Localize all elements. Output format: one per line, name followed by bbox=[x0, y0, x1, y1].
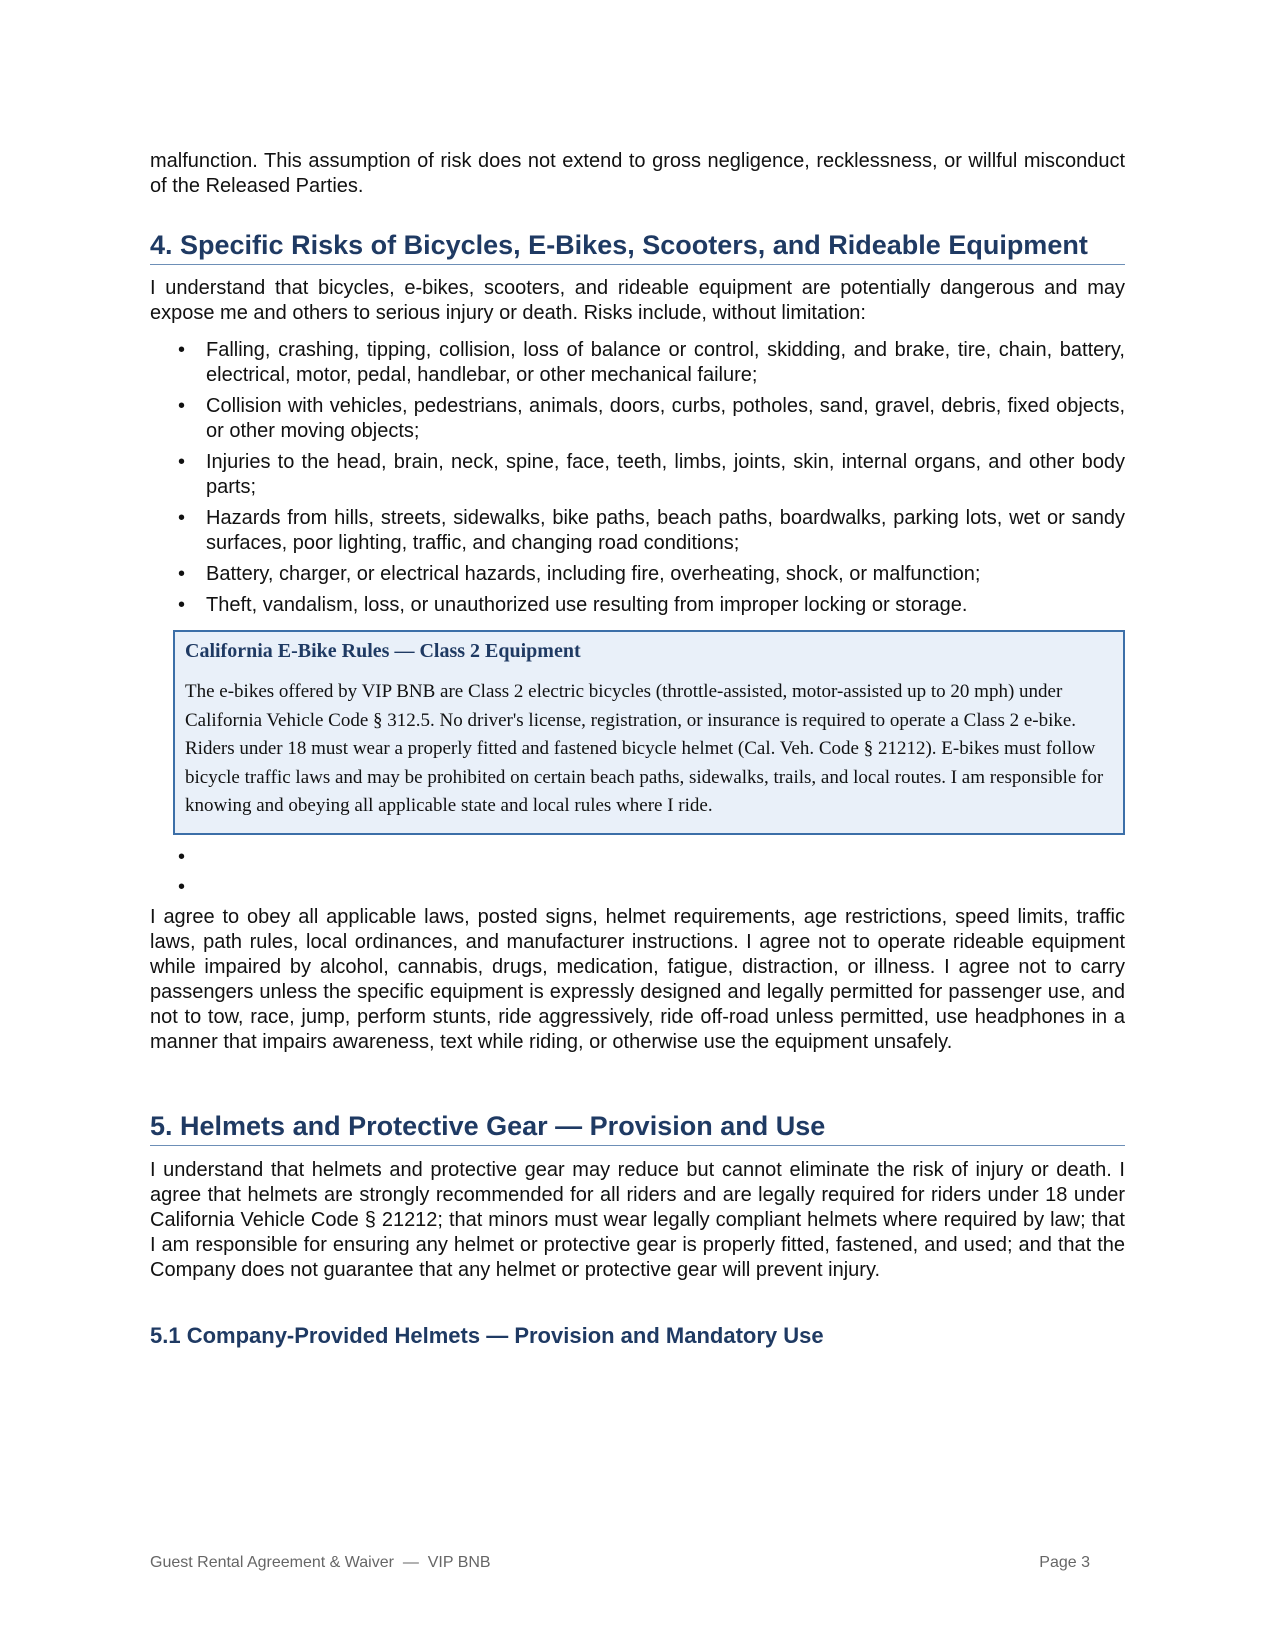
section-4-intro: I understand that bicycles, e-bikes, scooters, and rideable equipment are potentially dangerous and may expose me and others to serious injury or death. Risks include, without limitation: bbox=[150, 277, 1125, 324]
risk-text: Theft, vandalism, loss, or unauthorized use resulting from improper locking or storage. bbox=[206, 594, 968, 616]
risk-text: Battery, charger, or electrical hazards, including fire, overheating, shock, or malfunction; bbox=[206, 563, 981, 585]
risk-list bbox=[150, 338, 1125, 624]
empty-bullet-list bbox=[178, 842, 185, 902]
bullet-glyph: • bbox=[178, 594, 186, 616]
section-5-1-heading: 5.1 Company-Provided Helmets — Provision and Mandatory Use bbox=[150, 1323, 824, 1348]
risk-list-item bbox=[150, 450, 1125, 500]
risk-text: Falling, crashing, tipping, collision, loss of balance or control, skidding, and brake, tire, chain, battery, electrical, motor, pedal, handlebar, or other mechanical failure; bbox=[206, 339, 1125, 386]
footer-page-number: Page 3 bbox=[1039, 1554, 1090, 1571]
section-5-body: I understand that helmets and protective gear may reduce but cannot eliminate the risk of injury or death. I agree that helmets are strongly recommended for all riders and are legally required for riders under 18 under California Vehicle Code § 21212; that minors must wear legally compliant helmets where required by law; that I am responsible for ensuring any helmet or protective gear is properly fitted, fastened, and used; and that the Company does not guarantee that any helmet or protective gear will prevent injury. bbox=[150, 1159, 1125, 1281]
callout-title: California E-Bike Rules — Class 2 Equipment bbox=[185, 640, 581, 662]
risk-text: Hazards from hills, streets, sidewalks, bike paths, beach paths, boardwalks, parking lots, wet or sandy surfaces, poor lighting, traffic, and changing road conditions; bbox=[206, 507, 1125, 554]
risk-text: Collision with vehicles, pedestrians, animals, doors, curbs, potholes, sand, gravel, debris, fixed objects, or other moving objects; bbox=[206, 395, 1125, 442]
risk-text: Injuries to the head, brain, neck, spine, face, teeth, limbs, joints, skin, internal organs, and other body parts; bbox=[206, 451, 1125, 498]
section-4-heading: 4. Specific Risks of Bicycles, E-Bikes, Scooters, and Rideable Equipment bbox=[150, 230, 1125, 265]
footer-document-title: Guest Rental Agreement & Waiver — VIP BNB bbox=[150, 1554, 491, 1571]
section-5-heading: 5. Helmets and Protective Gear — Provision and Use bbox=[150, 1111, 1125, 1146]
risk-list-item bbox=[150, 562, 1125, 587]
ebike-rules-callout bbox=[173, 630, 1125, 835]
intro-paragraph: malfunction. This assumption of risk does not extend to gross negligence, recklessness, or willful misconduct of the Released Parties. bbox=[150, 150, 1125, 197]
bullet-glyph: • bbox=[178, 395, 186, 417]
bullet-glyph: • bbox=[178, 339, 186, 361]
risk-list-item bbox=[150, 593, 1125, 618]
empty-bullet: • bbox=[178, 876, 186, 898]
bullet-glyph: • bbox=[178, 507, 186, 529]
risk-list-item bbox=[150, 394, 1125, 444]
bullet-glyph: • bbox=[178, 563, 186, 585]
callout-body: The e-bikes offered by VIP BNB are Class 2 electric bicycles (throttle-assisted, motor-assisted up to 20 mph) under California Vehicle Code § 312.5. No driver's license, registration, or insurance is required to operate a Class 2 e-bike. Riders under 18 must wear a properly fitted and fastened bicycle helmet (Cal. Veh. Code § 21212). E-bikes must follow bicycle traffic laws and may be prohibited on certain beach paths, sidewalks, trails, and local routes. I am responsible for knowing and obeying all applicable state and local rules where I ride. bbox=[185, 681, 1104, 816]
risk-list-item bbox=[150, 506, 1125, 556]
section-4-obligations: I agree to obey all applicable laws, posted signs, helmet requirements, age restrictions, speed limits, traffic laws, path rules, local ordinances, and manufacturer instructions. I agree not to operate rideable equipment while impaired by alcohol, cannabis, drugs, medication, fatigue, distraction, or illness. I agree not to carry passengers unless the specific equipment is expressly designed and legally permitted for passenger use, and not to tow, race, jump, perform stunts, ride aggressively, ride off-road unless permitted, use headphones in a manner that impairs awareness, text while riding, or otherwise use the equipment unsafely. bbox=[150, 906, 1125, 1053]
risk-list-item bbox=[150, 338, 1125, 388]
bullet-glyph: • bbox=[178, 451, 186, 473]
empty-bullet: • bbox=[178, 846, 186, 868]
